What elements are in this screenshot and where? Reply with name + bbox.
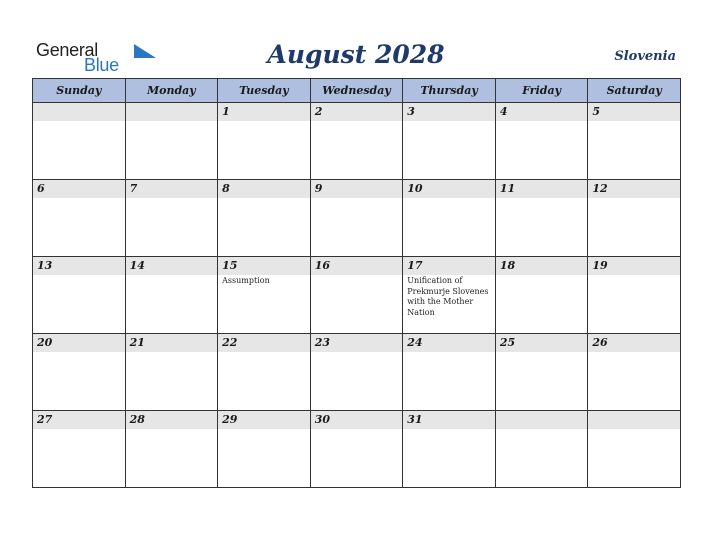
country-label: Slovenia	[614, 49, 676, 64]
day-cell	[33, 180, 126, 257]
day-cell	[310, 103, 403, 180]
day-number: 15	[218, 257, 310, 275]
day-number: 26	[588, 334, 680, 352]
day-cell	[588, 180, 681, 257]
weekday-sunday: Sunday	[33, 79, 126, 103]
day-cell	[310, 257, 403, 334]
day-number: 14	[126, 257, 218, 275]
day-number: 3	[403, 103, 495, 121]
day-cell	[403, 103, 496, 180]
day-cell	[33, 103, 126, 180]
day-number	[588, 411, 680, 429]
week-row	[33, 257, 681, 334]
week-row	[33, 334, 681, 411]
holiday-event: Assumption	[222, 276, 270, 285]
weekday-header-row	[33, 79, 681, 103]
day-cell	[218, 180, 311, 257]
day-number: 5	[588, 103, 680, 121]
calendar-title: August 2028	[267, 40, 445, 69]
day-cell	[310, 334, 403, 411]
day-number: 18	[496, 257, 588, 275]
day-number: 21	[126, 334, 218, 352]
day-number: 25	[496, 334, 588, 352]
day-number: 13	[33, 257, 125, 275]
day-cell	[495, 180, 588, 257]
week-row	[33, 180, 681, 257]
day-number	[496, 411, 588, 429]
week-row	[33, 411, 681, 488]
day-cell	[495, 411, 588, 488]
day-number: 23	[311, 334, 403, 352]
day-number: 2	[311, 103, 403, 121]
day-number: 6	[33, 180, 125, 198]
day-number: 29	[218, 411, 310, 429]
day-cell	[588, 334, 681, 411]
logo-word-blue: Blue	[84, 55, 119, 75]
day-cell	[403, 180, 496, 257]
weekday-wednesday: Wednesday	[310, 79, 403, 103]
day-number: 9	[311, 180, 403, 198]
day-number: 31	[403, 411, 495, 429]
day-cell	[33, 411, 126, 488]
day-cell	[403, 411, 496, 488]
logo-word-general: General	[36, 40, 98, 60]
day-number: 12	[588, 180, 680, 198]
day-number: 19	[588, 257, 680, 275]
day-cell	[588, 411, 681, 488]
day-cell	[33, 334, 126, 411]
day-cell	[125, 180, 218, 257]
day-cell	[218, 334, 311, 411]
day-number: 4	[496, 103, 588, 121]
day-number	[126, 103, 218, 121]
weekday-friday: Friday	[495, 79, 588, 103]
day-cell	[218, 411, 311, 488]
holiday-event: Unification of Prekmurje Slovenes with the Mother Nation	[407, 276, 489, 317]
day-cell	[125, 334, 218, 411]
day-number: 27	[33, 411, 125, 429]
day-number: 16	[311, 257, 403, 275]
day-cell	[495, 334, 588, 411]
day-number: 17	[403, 257, 495, 275]
day-number: 8	[218, 180, 310, 198]
day-number: 30	[311, 411, 403, 429]
day-cell	[310, 180, 403, 257]
day-cell	[125, 103, 218, 180]
day-number: 7	[126, 180, 218, 198]
day-cell	[218, 257, 311, 334]
day-number	[33, 103, 125, 121]
day-number: 28	[126, 411, 218, 429]
weekday-thursday: Thursday	[403, 79, 496, 103]
day-number: 22	[218, 334, 310, 352]
day-cell	[403, 257, 496, 334]
day-cell	[125, 257, 218, 334]
day-number: 11	[496, 180, 588, 198]
day-cell	[588, 103, 681, 180]
weekday-saturday: Saturday	[588, 79, 681, 103]
day-cell	[588, 257, 681, 334]
day-cell	[218, 103, 311, 180]
day-cell	[310, 411, 403, 488]
day-number: 10	[403, 180, 495, 198]
day-cell	[495, 257, 588, 334]
week-row	[33, 103, 681, 180]
day-cell	[125, 411, 218, 488]
day-cell	[403, 334, 496, 411]
weekday-monday: Monday	[125, 79, 218, 103]
weekday-tuesday: Tuesday	[218, 79, 311, 103]
calendar-grid	[32, 78, 681, 488]
day-cell	[495, 103, 588, 180]
day-number: 24	[403, 334, 495, 352]
day-number: 1	[218, 103, 310, 121]
day-cell	[33, 257, 126, 334]
day-number: 20	[33, 334, 125, 352]
